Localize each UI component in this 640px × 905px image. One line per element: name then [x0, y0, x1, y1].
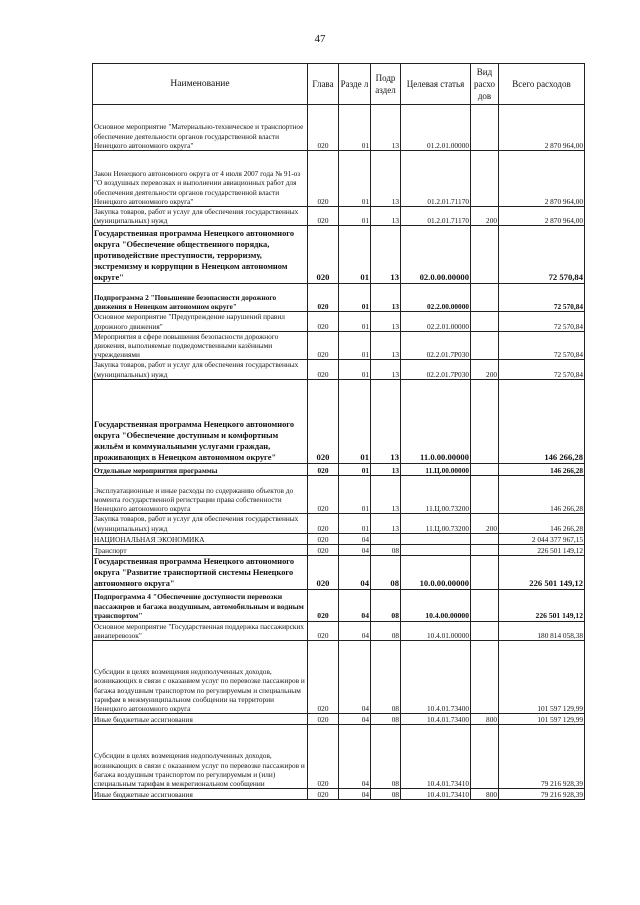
row-name-cell: Субсидии в целях возмещения недополученных доходов, возникающих в связи с оказанием услуг по перевозке пассажиров и багажа воздушным транспортом по регулируемым и специальным тарифам в межмуниципальном сообщении на территории Ненецкого автономного округа	[93, 641, 308, 714]
row-vid-cell: 800	[471, 789, 499, 800]
row-razdel-cell: 01	[339, 331, 371, 360]
row-razdel-cell: 04	[339, 789, 371, 800]
row-razdel-cell: 01	[339, 226, 371, 284]
row-vid-cell	[471, 105, 499, 151]
row-total-cell: 146 266,28	[499, 475, 585, 514]
row-name-cell: Эксплуатационные и иные расходы по содержанию объектов до момента государственной регистрации права собственности Ненецкого автономного округа	[93, 475, 308, 514]
table-row	[93, 589, 585, 621]
row-vid-cell	[471, 533, 499, 544]
row-podrazdel-cell: 13	[371, 226, 401, 284]
row-total-cell: 79 216 928,39	[499, 789, 585, 800]
table-row	[93, 312, 585, 331]
row-total-cell: 146 266,28	[499, 379, 585, 463]
row-total-cell: 146 266,28	[499, 514, 585, 533]
row-total-cell: 226 501 149,12	[499, 555, 585, 589]
row-podrazdel-cell: 08	[371, 555, 401, 589]
table-row	[93, 226, 585, 284]
row-vid-cell	[471, 312, 499, 331]
row-glava-cell: 020	[308, 544, 339, 555]
table-row	[93, 544, 585, 555]
row-total-cell: 226 501 149,12	[499, 544, 585, 555]
table-row	[93, 725, 585, 789]
row-vid-cell	[471, 725, 499, 789]
row-razdel-cell: 01	[339, 151, 371, 207]
row-razdel-cell: 04	[339, 725, 371, 789]
row-podrazdel-cell: 08	[371, 789, 401, 800]
row-target-cell: 01.2.01.00000	[401, 105, 471, 151]
row-name-cell: Субсидии в целях возмещения недополученных доходов, возникающих в связи с оказанием услуг по перевозке пассажиров и багажа воздушным транспортом по регулируемым и (или) специальным тарифам в межрегиональном сообщении	[93, 725, 308, 789]
row-vid-cell	[471, 379, 499, 463]
row-glava-cell: 020	[308, 207, 339, 226]
row-target-cell: 01.2.01.71170	[401, 207, 471, 226]
row-podrazdel-cell: 08	[371, 714, 401, 725]
row-name-cell: Подпрограмма 4 "Обеспечение доступности перевозки пассажиров и багажа воздушным, автомобильным и водным транспортом"	[93, 589, 308, 621]
table-row	[93, 207, 585, 226]
budget-table	[92, 63, 585, 800]
row-glava-cell: 020	[308, 589, 339, 621]
row-podrazdel-cell: 13	[371, 207, 401, 226]
header-podrazdel: Подр аздел	[371, 64, 401, 105]
row-name-cell: НАЦИОНАЛЬНАЯ ЭКОНОМИКА	[93, 533, 308, 544]
page-number: 47	[314, 33, 326, 45]
row-total-cell: 72 570,84	[499, 284, 585, 312]
row-razdel-cell: 01	[339, 284, 371, 312]
row-vid-cell	[471, 463, 499, 475]
header-vid: Вид расхо дов	[471, 64, 499, 105]
row-vid-cell: 800	[471, 714, 499, 725]
row-razdel-cell: 01	[339, 105, 371, 151]
row-total-cell: 2 870 964,00	[499, 105, 585, 151]
row-razdel-cell: 04	[339, 533, 371, 544]
row-total-cell: 101 597 129,99	[499, 714, 585, 725]
row-glava-cell: 020	[308, 725, 339, 789]
row-vid-cell	[471, 544, 499, 555]
table-row	[93, 463, 585, 475]
row-podrazdel-cell: 08	[371, 641, 401, 714]
row-podrazdel-cell: 08	[371, 544, 401, 555]
table-row	[93, 641, 585, 714]
row-target-cell: 11.0.00.00000	[401, 379, 471, 463]
row-target-cell: 10.4.01.73410	[401, 725, 471, 789]
row-name-cell: Государственная программа Ненецкого автономного округа "Обеспечение доступным и комфортным жильём и коммунальными услугами граждан, проживающих в Ненецком автономном округе"	[93, 379, 308, 463]
row-razdel-cell: 01	[339, 207, 371, 226]
row-total-cell: 72 570,84	[499, 226, 585, 284]
row-glava-cell: 020	[308, 475, 339, 514]
row-glava-cell: 020	[308, 714, 339, 725]
row-vid-cell	[471, 284, 499, 312]
row-podrazdel-cell: 13	[371, 331, 401, 360]
table-row	[93, 151, 585, 207]
row-target-cell: 02.2.01.7Р030	[401, 331, 471, 360]
row-podrazdel-cell	[371, 533, 401, 544]
table-body	[93, 105, 585, 800]
row-vid-cell: 200	[471, 360, 499, 379]
row-podrazdel-cell: 13	[371, 151, 401, 207]
table-header-row	[93, 64, 585, 105]
row-name-cell: Иные бюджетные ассигнования	[93, 714, 308, 725]
row-glava-cell: 020	[308, 379, 339, 463]
row-name-cell: Мероприятия в сфере повышения безопасности дорожного движения, выполняемые подведомственными казёнными учреждениями	[93, 331, 308, 360]
row-target-cell: 11.Ц.00.00000	[401, 463, 471, 475]
row-name-cell: Отдельные мероприятия программы	[93, 463, 308, 475]
row-target-cell: 11.Ц.00.73200	[401, 514, 471, 533]
row-razdel-cell: 01	[339, 475, 371, 514]
table-row	[93, 379, 585, 463]
row-razdel-cell: 01	[339, 463, 371, 475]
row-glava-cell: 020	[308, 621, 339, 640]
row-target-cell: 02.2.01.7Р030	[401, 360, 471, 379]
row-total-cell: 72 570,84	[499, 360, 585, 379]
table-row	[93, 514, 585, 533]
row-podrazdel-cell: 13	[371, 360, 401, 379]
row-glava-cell: 020	[308, 226, 339, 284]
row-vid-cell: 200	[471, 514, 499, 533]
row-name-cell: Закупка товаров, работ и услуг для обеспечения государственных (муниципальных) нужд	[93, 360, 308, 379]
row-podrazdel-cell: 08	[371, 621, 401, 640]
row-vid-cell	[471, 475, 499, 514]
row-razdel-cell: 04	[339, 621, 371, 640]
row-vid-cell	[471, 621, 499, 640]
row-total-cell: 2 044 377 967,15	[499, 533, 585, 544]
row-target-cell: 10.4.01.73410	[401, 789, 471, 800]
row-glava-cell: 020	[308, 284, 339, 312]
row-razdel-cell: 04	[339, 589, 371, 621]
row-vid-cell	[471, 331, 499, 360]
row-target-cell: 10.4.01.00000	[401, 621, 471, 640]
row-glava-cell: 020	[308, 641, 339, 714]
row-name-cell: Закупка товаров, работ и услуг для обеспечения государственных (муниципальных) нужд	[93, 207, 308, 226]
row-glava-cell: 020	[308, 312, 339, 331]
row-glava-cell: 020	[308, 463, 339, 475]
header-name: Наименование	[93, 64, 308, 105]
row-vid-cell: 200	[471, 207, 499, 226]
row-razdel-cell: 04	[339, 641, 371, 714]
row-podrazdel-cell: 08	[371, 725, 401, 789]
row-vid-cell	[471, 151, 499, 207]
row-podrazdel-cell: 13	[371, 463, 401, 475]
table-row	[93, 621, 585, 640]
table-row	[93, 714, 585, 725]
row-target-cell	[401, 544, 471, 555]
row-target-cell: 10.0.00.00000	[401, 555, 471, 589]
row-vid-cell	[471, 226, 499, 284]
row-podrazdel-cell: 13	[371, 475, 401, 514]
row-total-cell: 146 266,28	[499, 463, 585, 475]
row-glava-cell: 020	[308, 514, 339, 533]
row-razdel-cell: 04	[339, 714, 371, 725]
row-name-cell: Закупка товаров, работ и услуг для обеспечения государственных (муниципальных) нужд	[93, 514, 308, 533]
row-razdel-cell: 01	[339, 379, 371, 463]
row-vid-cell	[471, 641, 499, 714]
table-row	[93, 475, 585, 514]
header-razdel: Разде л	[339, 64, 371, 105]
table-row	[93, 284, 585, 312]
row-total-cell: 226 501 149,12	[499, 589, 585, 621]
row-total-cell: 2 870 964,00	[499, 151, 585, 207]
row-total-cell: 72 570,84	[499, 312, 585, 331]
row-target-cell: 01.2.01.71170	[401, 151, 471, 207]
row-target-cell: 11.Ц.00.73200	[401, 475, 471, 514]
row-total-cell: 101 597 129,99	[499, 641, 585, 714]
row-glava-cell: 020	[308, 331, 339, 360]
row-name-cell: Подпрограмма 2 "Повышение безопасности дорожного движения в Ненецком автономном округе"	[93, 284, 308, 312]
table-row	[93, 105, 585, 151]
row-glava-cell: 020	[308, 555, 339, 589]
row-name-cell: Иные бюджетные ассигнования	[93, 789, 308, 800]
row-target-cell: 10.4.00.00000	[401, 589, 471, 621]
row-glava-cell: 020	[308, 533, 339, 544]
row-name-cell: Государственная программа Ненецкого автономного округа "Обеспечение общественного порядка, противодействие преступности, терроризму, экстремизму и коррупции в Ненецком автономном округе"	[93, 226, 308, 284]
row-name-cell: Транспорт	[93, 544, 308, 555]
row-target-cell: 10.4.01.73400	[401, 641, 471, 714]
row-total-cell: 180 814 058,38	[499, 621, 585, 640]
row-razdel-cell: 01	[339, 312, 371, 331]
row-vid-cell	[471, 555, 499, 589]
row-podrazdel-cell: 13	[371, 312, 401, 331]
row-podrazdel-cell: 08	[371, 589, 401, 621]
row-razdel-cell: 04	[339, 555, 371, 589]
row-razdel-cell: 04	[339, 544, 371, 555]
header-target: Целевая статья	[401, 64, 471, 105]
row-target-cell	[401, 533, 471, 544]
row-name-cell: Закон Ненецкого автономного округа от 4 июля 2007 года № 91-оз "О воздушных перевозках и выполнении авиационных работ для обеспечения деятельности органов государственной власти Ненецкого автономного округа"	[93, 151, 308, 207]
row-total-cell: 79 216 928,39	[499, 725, 585, 789]
row-name-cell: Основное мероприятие "Государственная поддержка пассажирских авиаперевозок"	[93, 621, 308, 640]
table-row	[93, 533, 585, 544]
row-target-cell: 02.2.01.00000	[401, 312, 471, 331]
row-podrazdel-cell: 13	[371, 105, 401, 151]
row-podrazdel-cell: 13	[371, 379, 401, 463]
row-razdel-cell: 01	[339, 514, 371, 533]
row-total-cell: 72 570,84	[499, 331, 585, 360]
row-podrazdel-cell: 13	[371, 514, 401, 533]
row-glava-cell: 020	[308, 151, 339, 207]
table-row	[93, 331, 585, 360]
row-name-cell: Основное мероприятие "Материально-техническое и транспортное обеспечение деятельности органов государственной власти Ненецкого автономного округа"	[93, 105, 308, 151]
row-target-cell: 02.2.00.00000	[401, 284, 471, 312]
row-vid-cell	[471, 589, 499, 621]
row-razdel-cell: 01	[339, 360, 371, 379]
row-glava-cell: 020	[308, 360, 339, 379]
header-total: Всего расходов	[499, 64, 585, 105]
row-target-cell: 10.4.01.73400	[401, 714, 471, 725]
row-glava-cell: 020	[308, 105, 339, 151]
row-name-cell: Государственная программа Ненецкого автономного округа "Развитие транспортной системы Ненецкого автономного округа"	[93, 555, 308, 589]
row-target-cell: 02.0.00.00000	[401, 226, 471, 284]
table-row	[93, 789, 585, 800]
row-glava-cell: 020	[308, 789, 339, 800]
row-podrazdel-cell: 13	[371, 284, 401, 312]
table-row	[93, 360, 585, 379]
header-glava: Глава	[308, 64, 339, 105]
row-total-cell: 2 870 964,00	[499, 207, 585, 226]
table-row	[93, 555, 585, 589]
row-name-cell: Основное мероприятие "Предупреждение нарушений правил дорожного движения"	[93, 312, 308, 331]
